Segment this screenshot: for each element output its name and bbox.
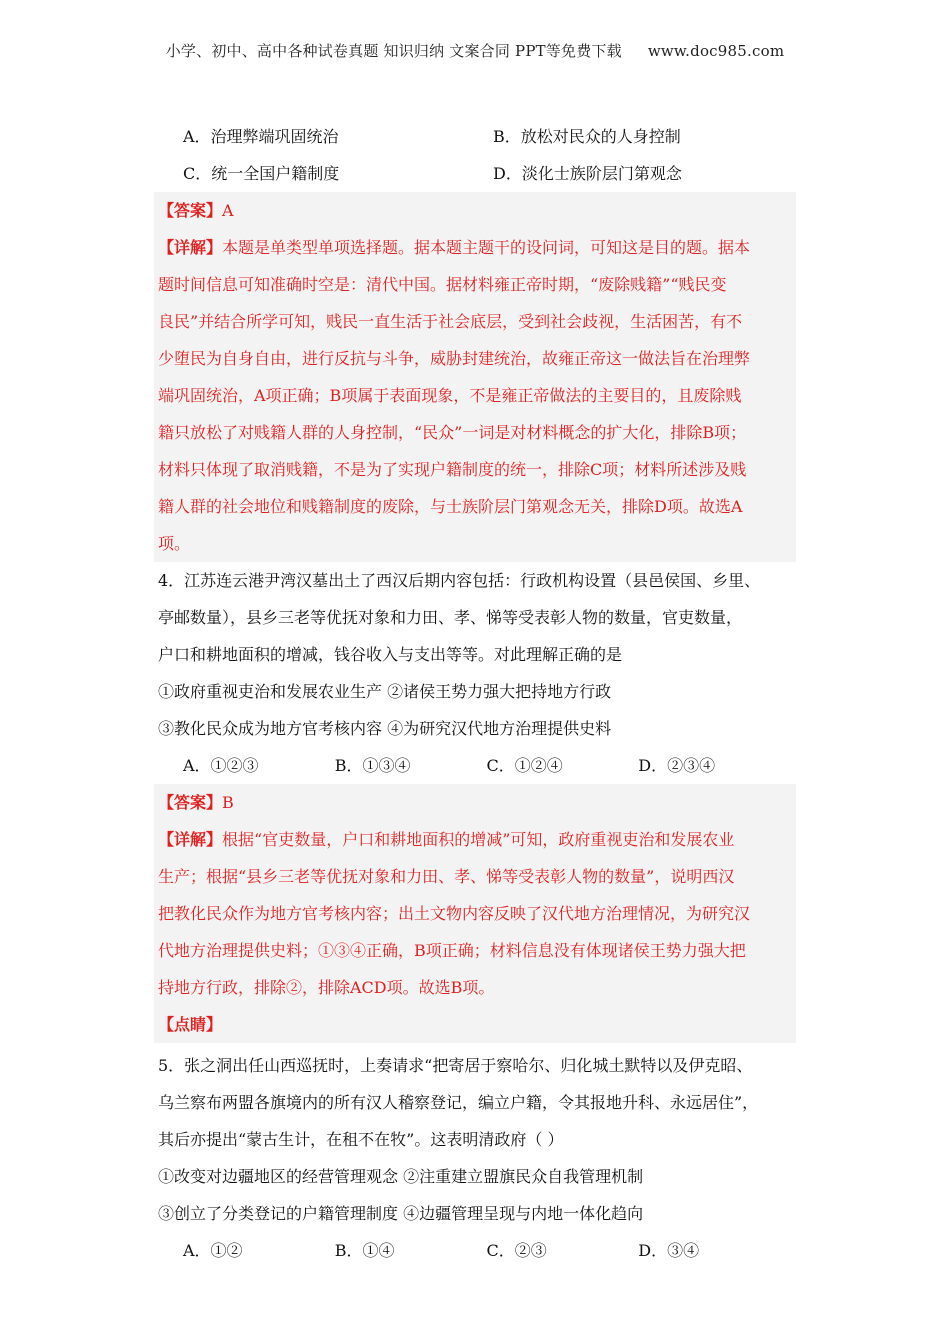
q3-answer-line [158,192,790,229]
q5-options-row [158,1232,790,1269]
q3-detail-line: 籍人群的社会地位和贱籍制度的废除，与士族阶层门第观念无关，排除D项。故选A [158,497,743,516]
q3-options-row-1 [158,118,790,155]
q3-answer-label: 【答案】 [158,201,223,220]
q4-dianjing-label: 【点睛】 [158,1015,223,1034]
q3-option-c: C．统一全国户籍制度 [183,164,340,183]
q4-stem-line: 户口和耕地面积的增减，钱谷收入与支出等等。对此理解正确的是 [158,645,623,664]
header-site: www.doc985.com [647,42,785,60]
q4-statement-line: ③教化民众成为地方官考核内容 ④为研究汉代地方治理提供史料 [158,719,612,738]
q4-detail-line: 持地方行政，排除②，排除ACD项。故选B项。 [158,978,495,997]
q4-answer-line [158,784,790,821]
q3-detail-line: 少堕民为自身自由，进行反抗与斗争，威胁封建统治，故雍正帝这一做法旨在治理弊 [158,349,751,368]
q3-detail-line: 项。 [158,534,191,553]
q3-detail-line: 良民”并结合所学可知，贱民一直生活于社会底层，受到社会歧视，生活困苦，有不 [158,312,743,331]
q4-answer-block [154,784,796,1043]
q4-options-row [158,747,790,784]
q4-stem-line: 4．江苏连云港尹湾汉墓出土了西汉后期内容包括：行政机构设置（县邑侯国、乡里、 [158,571,761,590]
q3-detail-line: 端巩固统治，A项正确；B项属于表面现象，不是雍正帝做法的主要目的，且废除贱 [158,386,742,405]
q3-option-b: B．放松对民众的人身控制 [493,127,681,146]
q5-stem-line: 5．张之洞出任山西巡抚时，上奏请求“把寄居于察哈尔、归化城土默特以及伊克昭、 [158,1056,753,1075]
q5-statement-line: ③创立了分类登记的户籍管理制度 ④边疆管理呈现与内地一体化趋向 [158,1204,644,1223]
q3-detail-line: 材料只体现了取消贱籍，不是为了实现户籍制度的统一，排除C项；材料所述涉及贱 [158,460,747,479]
q4-statement-line: ①政府重视吏治和发展农业生产 ②诸侯王势力强大把持地方行政 [158,682,612,701]
q5-stem-line: 乌兰察布两盟各旗境内的所有汉人稽察登记，编立户籍，令其报地升科、永远居住”， [158,1093,759,1112]
q3-option-d: D．淡化士族阶层门第观念 [493,164,682,183]
q5-option-d: D．③④ [638,1241,700,1260]
q4-detail-label: 【详解】 [158,830,223,849]
q5-option-a: A．①② [183,1241,243,1260]
q4-option-b: B．①③④ [334,756,411,775]
q3-options-row-2 [158,155,790,192]
q4-answer-value: B [222,793,234,812]
header-text: 小学、初中、高中各种试卷真题 知识归纳 文案合同 PPT等免费下载 [165,42,622,60]
q4-dianjing-line [158,1006,790,1043]
q3-detail-label: 【详解】 [158,238,223,257]
page-header [0,40,950,61]
q4-detail-line: 把教化民众作为地方官考核内容；出土文物内容反映了汉代地方治理情况，为研究汉 [158,904,751,923]
q3-detail-line [158,229,790,266]
q5-option-b: B．①④ [334,1241,395,1260]
q5-stem-line: 其后亦提出“蒙古生计，在租不在牧”。这表明清政府（ ） [158,1130,564,1149]
q3-detail-line: 籍只放松了对贱籍人群的人身控制，“民众”一词是对材料概念的扩大化，排除B项； [158,423,747,442]
q4-detail-line [158,821,790,858]
document-body [158,118,790,1269]
q4-stem-line: 亭邮数量），县乡三老等优抚对象和力田、孝、悌等受表彰人物的数量，官吏数量， [158,608,743,627]
q5-statement-line: ①改变对边疆地区的经营管理观念 ②注重建立盟旗民众自我管理机制 [158,1167,644,1186]
q4-detail-line: 生产；根据“县乡三老等优抚对象和力田、孝、悌等受表彰人物的数量”，说明西汉 [158,867,735,886]
q4-option-a: A．①②③ [183,756,259,775]
q5-option-c: C．②③ [486,1241,547,1260]
q4-answer-label: 【答案】 [158,793,223,812]
q4-option-c: C．①②④ [486,756,563,775]
q3-option-a: A．治理弊端巩固统治 [183,127,339,146]
q4-detail-line: 代地方治理提供史料；①③④正确，B项正确；材料信息没有体现诸侯王势力强大把 [158,941,746,960]
q3-answer-block [154,192,796,562]
q3-detail-text: 本题是单类型单项选择题。据本题主题干的设问词，可知这是目的题。据本 [222,238,751,257]
q3-answer-value: A [222,201,234,220]
q3-detail-line: 题时间信息可知准确时空是：清代中国。据材料雍正帝时期，“废除贱籍”“贱民变 [158,275,727,294]
q4-detail-text: 根据“官吏数量，户口和耕地面积的增减”可知，政府重视吏治和发展农业 [222,830,735,849]
q4-option-d: D．②③④ [638,756,716,775]
